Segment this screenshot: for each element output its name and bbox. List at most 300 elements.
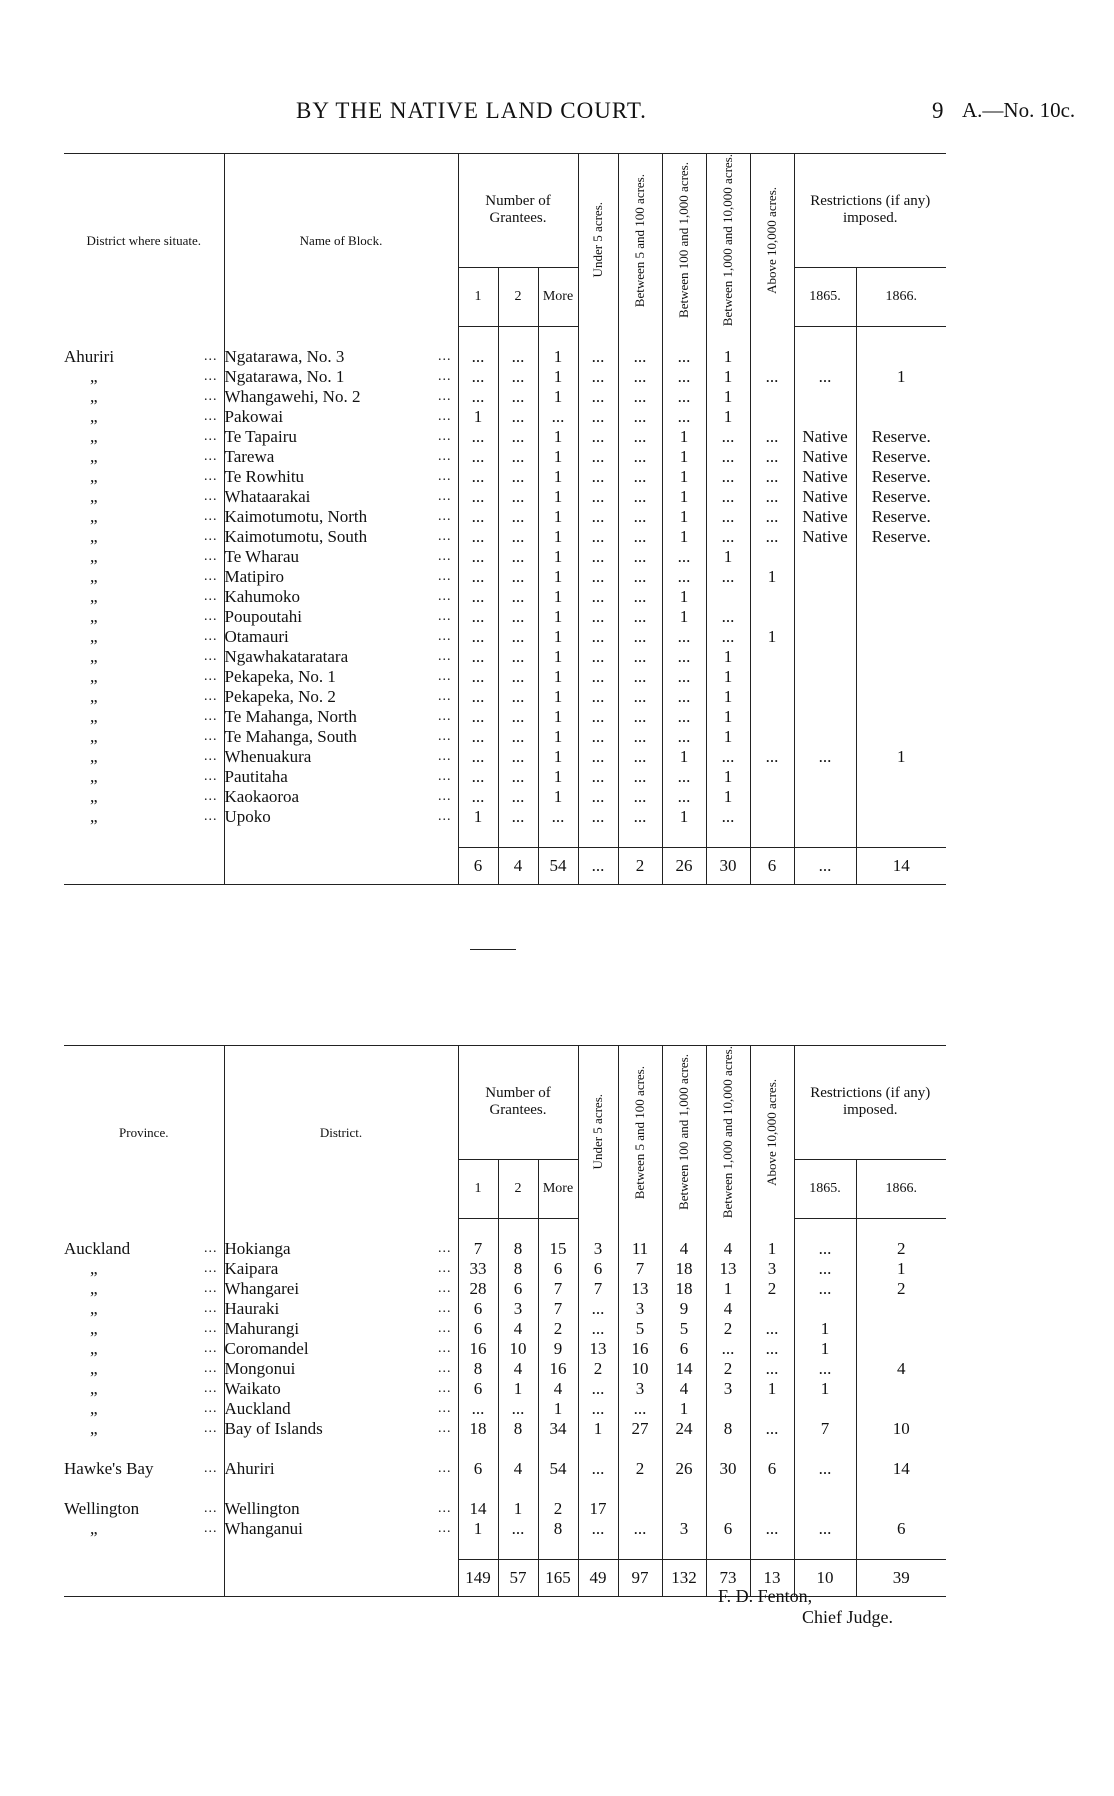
total-value: 14 [856,847,946,884]
cell-value: ... [578,507,618,527]
cell-value: 14 [458,1499,498,1519]
cell-value: 16 [618,1339,662,1359]
cell-value: 1 [538,627,578,647]
cell-value: ... [578,647,618,667]
header-year-1865: 1865. [794,267,856,326]
cell-value: 6 [706,1519,750,1539]
table-row [64,1379,946,1399]
cell-value: ... [618,807,662,827]
cell-name: ... Upoko [224,807,458,827]
cell-value: ... [662,727,706,747]
table-row [64,667,946,687]
cell-value: ... [662,567,706,587]
cell-value: ... [498,447,538,467]
cell-value: 2 [750,1279,794,1299]
cell-name: ... Mongonui [224,1359,458,1379]
cell-value: 4 [498,1319,538,1339]
cell-value: ... [498,727,538,747]
cell-value: 1 [706,347,750,367]
header-5-100: Between 5 and 100 acres. [618,154,662,327]
cell-value: 1 [538,507,578,527]
cell-value: 5 [662,1319,706,1339]
cell-value: 6 [458,1319,498,1339]
cell-value: ... [498,467,538,487]
spacer-row [64,1218,946,1239]
cell-district: ... „ [90,406,218,426]
total-value: 165 [538,1559,578,1596]
cell-value: ... [498,1519,538,1539]
total-value: 39 [856,1559,946,1596]
cell-value: 2 [706,1359,750,1379]
cell-value: 3 [706,1379,750,1399]
cell-value: ... [750,1419,794,1439]
cell-value: 1 [750,1239,794,1259]
cell-value: 1 [538,447,578,467]
cell-value [750,1399,794,1419]
total-value: 10 [794,1559,856,1596]
cell-district: ... „ [90,666,218,686]
cell-value [750,707,794,727]
header-1000-10000: Between 1,000 and 10,000 acres. [706,154,750,327]
cell-name: ... Te Mahanga, North [224,707,458,727]
cell-value [856,567,946,587]
table-row [64,747,946,767]
cell-value: 7 [794,1419,856,1439]
cell-value [856,387,946,407]
cell-value [794,627,856,647]
cell-value: 1 [706,767,750,787]
table-row [64,687,946,707]
cell-name: ... Pakowai [224,407,458,427]
cell-name: ... Wellington [224,1499,458,1519]
cell-value: ... [578,407,618,427]
cell-value: ... [706,487,750,507]
cell-value: 27 [618,1419,662,1439]
cell-district: ... „ [90,686,218,706]
header-restrictions: Restrictions (if any) imposed. [794,1046,946,1160]
cell-value: ... [578,487,618,507]
cell-value [750,787,794,807]
cell-value [856,627,946,647]
cell-value: 30 [706,1459,750,1479]
cell-value: ... [578,567,618,587]
cell-name: ... Poupoutahi [224,607,458,627]
cell-district: ... „ [90,786,218,806]
cell-name: ... Otamauri [224,627,458,647]
cell-value: ... [662,687,706,707]
cell-value [750,387,794,407]
cell-name: ... Pekapeka, No. 2 [224,687,458,707]
table-row [64,487,946,507]
cell-value: 1 [538,707,578,727]
cell-value: ... [578,767,618,787]
cell-value: 2 [538,1319,578,1339]
cell-value: 1 [538,647,578,667]
cell-value [794,647,856,667]
cell-value [856,347,946,367]
cell-name: ... Kaipara [224,1259,458,1279]
cell-value: ... [578,587,618,607]
cell-value: 1 [538,487,578,507]
cell-value: ... [458,587,498,607]
cell-value [794,587,856,607]
cell-value: ... [458,447,498,467]
cell-value: ... [578,747,618,767]
cell-district: ... „ [90,1258,218,1278]
cell-name: ... Pautitaha [224,767,458,787]
cell-value: ... [750,467,794,487]
cell-value: ... [662,347,706,367]
cell-value: ... [618,667,662,687]
cell-value: ... [618,647,662,667]
cell-value: 2 [538,1499,578,1519]
cell-value [706,587,750,607]
cell-value: ... [618,587,662,607]
cell-value: Native [794,467,856,487]
cell-value: 16 [458,1339,498,1359]
cell-value: Native [794,527,856,547]
cell-value: 2 [856,1239,946,1259]
cell-value [856,1399,946,1419]
cell-value: 1 [662,587,706,607]
cell-value: 1 [706,787,750,807]
cell-value: ... [618,347,662,367]
cell-value: ... [578,727,618,747]
cell-value: ... [750,507,794,527]
cell-value: ... [458,387,498,407]
table-row [64,787,946,807]
cell-value: ... [458,367,498,387]
cell-value: 1 [458,1519,498,1539]
cell-value: 1 [538,367,578,387]
document-reference: A.—No. 10c. [962,98,1076,122]
cell-value [750,1299,794,1319]
header-year-1866: 1866. [856,1159,946,1218]
cell-value [794,687,856,707]
cell-value: 7 [538,1299,578,1319]
cell-name: ... Kahumoko [224,587,458,607]
total-value: 97 [618,1559,662,1596]
cell-value: ... [458,567,498,587]
cell-value: 13 [706,1259,750,1279]
cell-value: ... [578,1459,618,1479]
cell-value [750,407,794,427]
cell-value [856,587,946,607]
cell-value: 8 [498,1239,538,1259]
cell-value: ... [498,587,538,607]
header-under-5: Under 5 acres. [578,154,618,327]
cell-district: ... „ [90,486,218,506]
total-value: 57 [498,1559,538,1596]
cell-value: 9 [538,1339,578,1359]
table-row [64,427,946,447]
cell-value: ... [618,447,662,467]
table-row [64,767,946,787]
header-restrictions: Restrictions (if any) imposed. [794,154,946,268]
cell-value: 1 [706,387,750,407]
cell-value: 1 [706,687,750,707]
cell-district: ... „ [90,1278,218,1298]
cell-value: Reserve. [856,427,946,447]
cell-value [750,767,794,787]
cell-value: 1 [662,807,706,827]
cell-value: 26 [662,1459,706,1479]
total-value: 26 [662,847,706,884]
cell-value: 15 [538,1239,578,1259]
cell-value: ... [706,607,750,627]
cell-value: ... [458,667,498,687]
cell-district: ... „ [90,806,218,826]
cell-value: 1 [538,467,578,487]
cell-value: ... [618,727,662,747]
table-row [64,1499,946,1519]
cell-value: ... [498,747,538,767]
cell-name: ... Ngatarawa, No. 3 [224,347,458,367]
cell-district: ... Hawke's Bay [64,1458,218,1478]
cell-value: ... [538,407,578,427]
cell-value [856,667,946,687]
cell-value [794,607,856,627]
cell-value: 4 [498,1459,538,1479]
cell-value [794,727,856,747]
cell-value: ... [618,1399,662,1419]
cell-value [706,1499,750,1519]
header-grantees-2: 2 [498,1159,538,1218]
cell-value: 1 [498,1499,538,1519]
cell-name: ... Whanganui [224,1519,458,1539]
cell-value: 1 [706,707,750,727]
cell-value: ... [618,507,662,527]
cell-value: ... [498,347,538,367]
cell-value: ... [662,407,706,427]
cell-district: ... „ [90,366,218,386]
cell-value: 1 [706,667,750,687]
cell-value: 8 [498,1259,538,1279]
cell-value: 1 [706,647,750,667]
cell-value: Native [794,507,856,527]
total-value: 149 [458,1559,498,1596]
table-row [64,1399,946,1419]
section-divider [470,949,516,950]
cell-value: ... [750,747,794,767]
cell-value: 1 [662,607,706,627]
total-value: 73 [706,1559,750,1596]
cell-value [750,547,794,567]
cell-value: ... [750,1319,794,1339]
cell-name: ... Kaimotumotu, South [224,527,458,547]
total-value: 132 [662,1559,706,1596]
cell-value: 1 [538,747,578,767]
cell-value [794,347,856,367]
cell-district: ... „ [90,766,218,786]
cell-district: ... „ [90,1518,218,1538]
cell-value: 7 [618,1259,662,1279]
cell-value: ... [578,707,618,727]
cell-value: ... [618,567,662,587]
cell-value [856,1499,946,1519]
cell-value: ... [578,667,618,687]
cell-name: ... Auckland [224,1399,458,1419]
cell-value: 1 [706,407,750,427]
table-row [64,527,946,547]
cell-value: 6 [578,1259,618,1279]
cell-value: 1 [662,527,706,547]
cell-district: ... „ [90,386,218,406]
cell-district: ... „ [90,506,218,526]
total-value: 13 [750,1559,794,1596]
table-row [64,367,946,387]
cell-value [794,407,856,427]
cell-value: ... [498,487,538,507]
cell-value: Native [794,427,856,447]
blocks-table [64,153,946,885]
cell-value: 6 [538,1259,578,1279]
cell-value: ... [618,607,662,627]
cell-value: ... [794,1359,856,1379]
cell-value: Reserve. [856,487,946,507]
cell-value: 1 [662,467,706,487]
cell-value: ... [662,787,706,807]
cell-value: 13 [618,1279,662,1299]
cell-district: ... „ [90,726,218,746]
cell-value: ... [618,487,662,507]
cell-value: 1 [458,807,498,827]
cell-value: ... [662,667,706,687]
provinces-table [64,1045,946,1597]
total-value: ... [794,847,856,884]
cell-name: ... Hauraki [224,1299,458,1319]
cell-value [856,1379,946,1399]
cell-district: ... „ [90,526,218,546]
table-row [64,607,946,627]
cell-district: ... „ [90,466,218,486]
cell-name: ... Pekapeka, No. 1 [224,667,458,687]
table-row [64,1359,946,1379]
cell-value [750,647,794,667]
cell-value: 1 [706,727,750,747]
cell-value: 14 [856,1459,946,1479]
totals-row [64,847,946,884]
cell-name: ... Tarewa [224,447,458,467]
cell-value: ... [498,527,538,547]
cell-value: ... [578,807,618,827]
cell-value: ... [578,547,618,567]
cell-value: ... [794,747,856,767]
cell-value: ... [498,507,538,527]
cell-value: 1 [538,547,578,567]
cell-value: 18 [662,1259,706,1279]
cell-value: 6 [458,1459,498,1479]
cell-value: 1 [856,747,946,767]
cell-district: ... „ [90,566,218,586]
cell-district: ... „ [90,746,218,766]
cell-value [750,607,794,627]
cell-value: 4 [706,1239,750,1259]
cell-name: ... Whangawehi, No. 2 [224,387,458,407]
cell-value: Reserve. [856,467,946,487]
cell-value: 1 [794,1339,856,1359]
cell-value: ... [498,547,538,567]
cell-value: 1 [538,587,578,607]
cell-value: ... [662,367,706,387]
cell-name: ... Ngawhakataratara [224,647,458,667]
cell-value: ... [498,387,538,407]
header-100-1000: Between 100 and 1,000 acres. [662,154,706,327]
cell-value: 1 [662,427,706,447]
cell-value: ... [498,647,538,667]
cell-value: 10 [618,1359,662,1379]
cell-value: 6 [662,1339,706,1359]
table-row [64,467,946,487]
table-row [64,627,946,647]
cell-value: ... [618,407,662,427]
cell-value: 1 [856,367,946,387]
cell-value: ... [618,767,662,787]
cell-value: ... [458,607,498,627]
cell-value: ... [706,447,750,467]
cell-value: 8 [458,1359,498,1379]
cell-value: ... [458,1399,498,1419]
cell-value: ... [662,767,706,787]
cell-value: ... [794,1279,856,1299]
cell-value [856,1319,946,1339]
cell-value: ... [578,1379,618,1399]
cell-value [618,1499,662,1519]
cell-name: ... Coromandel [224,1339,458,1359]
cell-value: ... [498,627,538,647]
cell-value [856,687,946,707]
cell-value: 1 [706,1279,750,1299]
cell-value: 2 [706,1319,750,1339]
page-title: BY THE NATIVE LAND COURT. [296,98,647,123]
cell-value: ... [750,447,794,467]
cell-value: ... [498,687,538,707]
cell-value: ... [498,367,538,387]
table-row [64,1299,946,1319]
cell-name: ... Ahuriri [224,1459,458,1479]
cell-value: 1 [538,687,578,707]
cell-value: ... [750,1519,794,1539]
cell-value [794,667,856,687]
header-5-100: Between 5 and 100 acres. [618,1046,662,1219]
cell-value [662,1499,706,1519]
cell-value: ... [578,607,618,627]
cell-value: ... [578,787,618,807]
cell-district: ... „ [90,606,218,626]
cell-value: ... [618,747,662,767]
cell-value: ... [498,787,538,807]
header-province: Province. [64,1046,224,1219]
table-row [64,547,946,567]
cell-value: 1 [538,607,578,627]
cell-value: 3 [662,1519,706,1539]
cell-value: 10 [856,1419,946,1439]
cell-value: 1 [578,1419,618,1439]
cell-district: ... „ [90,1418,218,1438]
cell-value: 18 [458,1419,498,1439]
cell-district: ... „ [90,1378,218,1398]
cell-value: ... [458,507,498,527]
cell-value: ... [750,1359,794,1379]
table-row [64,507,946,527]
total-value: 6 [458,847,498,884]
cell-value: ... [578,687,618,707]
cell-value: ... [498,567,538,587]
cell-value: 1 [750,627,794,647]
cell-value: ... [706,807,750,827]
cell-value: 3 [618,1299,662,1319]
cell-value: ... [794,1459,856,1479]
